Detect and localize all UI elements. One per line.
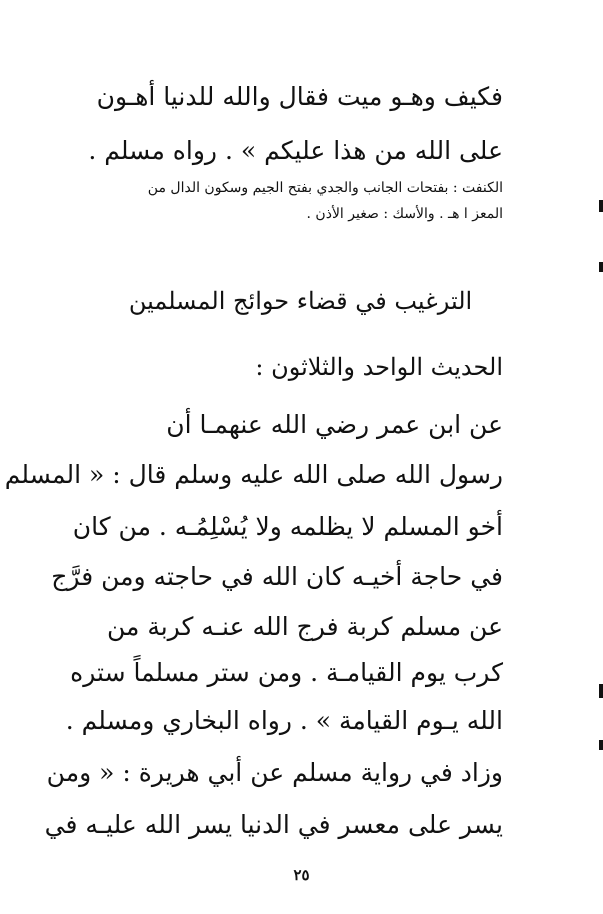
- body-line-5: عن مسلم كربة فرج الله عنـه كربة من: [106, 612, 503, 641]
- body-line-3: أخو المسلم لا يظلمه ولا يُسْلِمُـه . من كان: [72, 512, 503, 541]
- top-paragraph-line-1: فكيف وهـو ميت فقال والله للدنيا أهـون: [96, 82, 503, 111]
- binding-edge-mark: [599, 262, 603, 272]
- top-paragraph-line-2: على الله من هذا عليكم » . رواه مسلم .: [88, 136, 503, 165]
- section-title: الترغيب في قضاء حوائج المسلمين: [128, 287, 473, 315]
- binding-edge-mark: [599, 200, 603, 212]
- body-line-6: كرب يوم القيامـة . ومن ستر مسلماً ستره: [70, 658, 503, 687]
- body-line-1: عن ابن عمر رضي الله عنهمـا أن: [166, 410, 503, 439]
- hadith-heading: الحديث الواحد والثلاثون :: [255, 353, 503, 381]
- page-number: ٢٥: [293, 866, 310, 884]
- body-line-8: وزاد في رواية مسلم عن أبي هريرة : « ومن: [46, 758, 503, 787]
- body-line-2: رسول الله صلى الله عليه وسلم قال : « المسلم: [4, 460, 503, 489]
- body-line-4: في حاجة أخيـه كان الله في حاجته ومن فرَّج: [51, 562, 503, 591]
- footnote-line-2: المعز ا هـ . والأسك : صغير الأذن .: [306, 206, 503, 222]
- binding-edge-mark: [599, 740, 603, 750]
- binding-edge-mark: [599, 684, 603, 698]
- body-line-9: يسر على معسر في الدنيا يسر الله عليـه في: [44, 810, 503, 839]
- body-line-7: الله يـوم القيامة » . رواه البخاري ومسلم .: [65, 706, 503, 735]
- footnote-line-1: الكنفت : بفتحات الجانب والجدي بفتح الجيم وسكون الدال من: [147, 180, 503, 196]
